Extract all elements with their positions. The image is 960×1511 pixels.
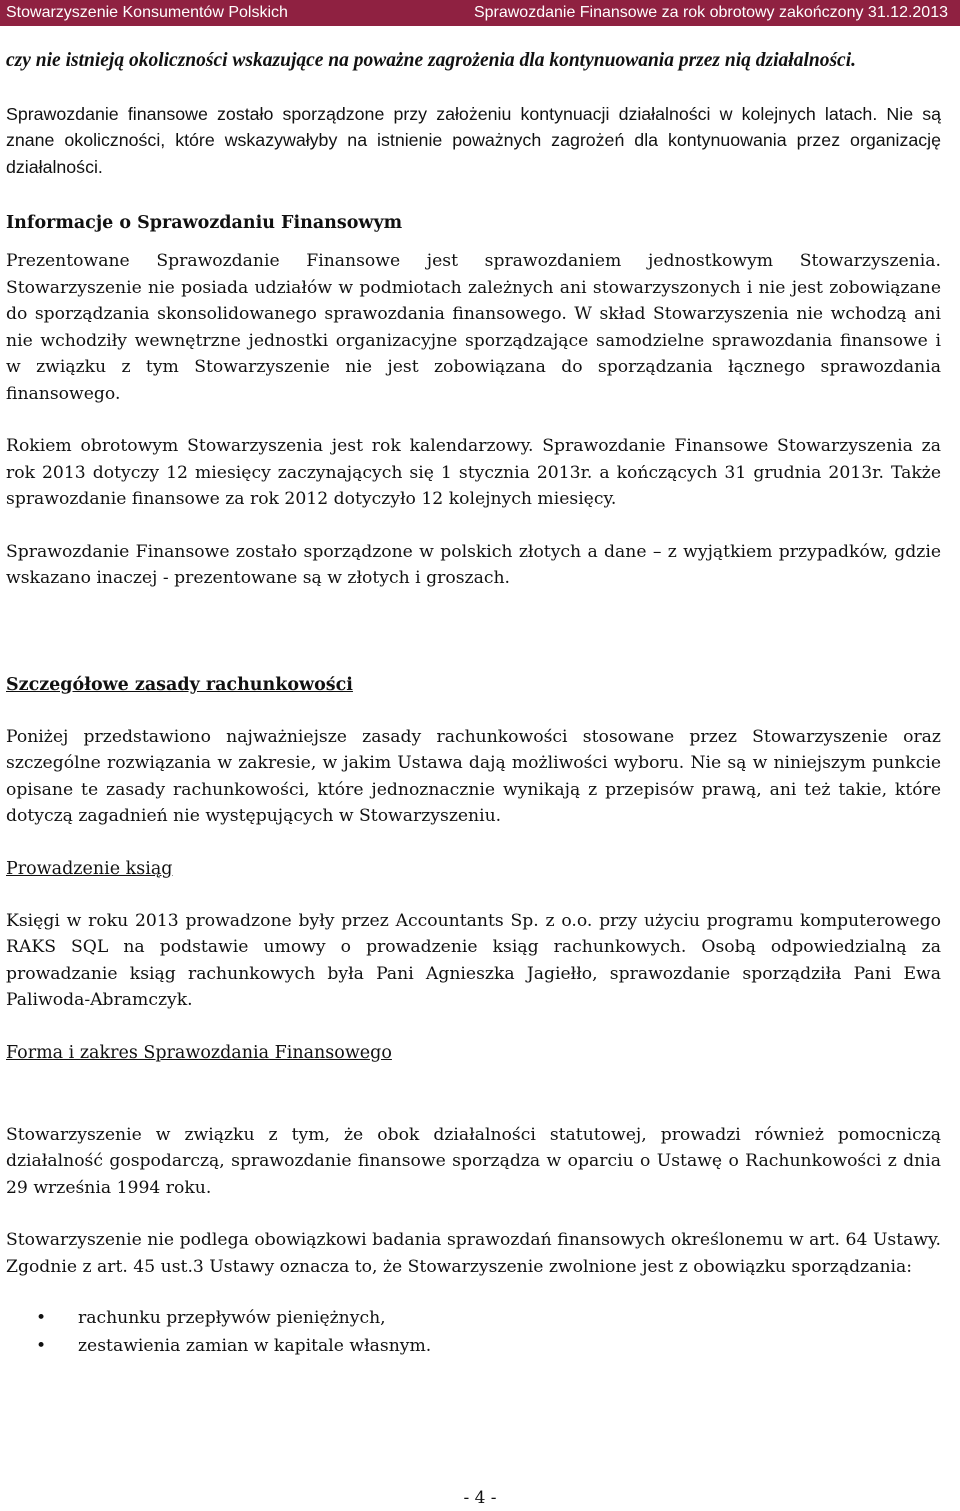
header-organization: Stowarzyszenie Konsumentów Polskich <box>6 4 288 21</box>
intro-answer: Sprawozdanie finansowe zostało sporządzone przy założeniu kontynuacji działalności w kolejnych latach. Nie są znane okoliczności, które wskazywałyby na istnienie poważnych zagrożeń dla kontynuowania przez organizację działalności. <box>6 103 941 177</box>
info-heading: Informacje o Sprawozdaniu Finansowym <box>6 213 403 233</box>
list-item-text: rachunku przepływów pieniężnych, <box>78 1308 386 1328</box>
bullet-icon: • <box>36 1308 47 1328</box>
page-number: - 4 - <box>463 1488 497 1508</box>
info-paragraph-1: Prezentowane Sprawozdanie Finansowe jest sprawozdaniem jednostkowym Stowarzyszenia. Stowarzyszenie nie posiada udziałów w podmiotach zależnych ani stowarzyszonych i nie jest zobowiązane do sporządzania skonsolidowanego sprawozdania finansowego. W skład Stowarzyszenia nie wchodzą ani nie wchodziły wewnętrzne jednostki organizacyjne sporządzające samodzielne sprawozdania finansowe i w związku z tym Stowarzyszenie nie jest zobowiązana do sporządzania łącznego sprawozdania finansowego. <box>6 251 941 404</box>
list-item-text: zestawienia zamian w kapitale własnym. <box>78 1336 432 1356</box>
info-paragraph-2: Rokiem obrotowym Stowarzyszenia jest rok kalendarzowy. Sprawozdanie Finansowe Stowarzyszenia za rok 2013 dotyczy 12 miesięcy zaczynających się 1 stycznia 2013r. a kończących 31 grudnia 2013r. Także sprawozdanie finansowe za rok 2012 dotyczyło 12 kolejnych miesięcy. <box>6 436 941 509</box>
exemption-list <box>6 1304 941 1360</box>
header-report-title: Sprawozdanie Finansowe za rok obrotowy zakończony 31.12.2013 <box>473 4 948 21</box>
books-heading: Prowadzenie ksiąg <box>6 858 173 879</box>
form-heading: Forma i zakres Sprawozdania Finansowego <box>6 1042 392 1063</box>
document-body <box>6 48 941 1360</box>
list-item <box>6 1304 941 1332</box>
bullet-icon: • <box>36 1336 47 1356</box>
policies-paragraph: Poniżej przedstawiono najważniejsze zasady rachunkowości stosowane przez Stowarzyszenie oraz szczególne rozwiązania w zakresie, w jakim Ustawa dają możliwości wyboru. Nie są w niniejszym punkcie opisane te zasady rachunkowości, które jednoznacznie wynikają z przepisów prawą, ani też takie, które dotyczą zagadnień nie występujących w Stowarzyszeniu. <box>6 726 941 826</box>
form-paragraph-1: Stowarzyszenie w związku z tym, że obok działalności statutowej, prowadzi również pomocniczą działalność gospodarczą, sprawozdanie finansowe sporządza w oparciu o Ustawę o Rachunkowości z dnia 29 września 1994 roku. <box>6 1124 941 1198</box>
page-header <box>0 0 960 26</box>
policies-heading: Szczegółowe zasady rachunkowości <box>6 674 353 695</box>
info-paragraph-3: Sprawozdanie Finansowe zostało sporządzone w polskich złotych a dane – z wyjątkiem przypadków, gdzie wskazano inaczej - prezentowane są w złotych i groszach. <box>6 541 941 588</box>
intro-question: czy nie istnieją okoliczności wskazujące na poważne zagrożenia dla kontynuowania przez nią działalności. <box>6 50 856 71</box>
books-paragraph: Księgi w roku 2013 prowadzone były przez Accountants Sp. z o.o. przy użyciu programu komputerowego RAKS SQL na podstawie umowy o prowadzenie ksiąg rachunkowych. Osobą odpowiedzialną za prowadzanie ksiąg rachunkowych była Pani Agnieszka Jagiełło, sprawozdanie sporządziła Pani Ewa Paliwoda-Abramczyk. <box>6 910 941 1010</box>
list-item <box>6 1332 941 1360</box>
form-paragraph-2: Stowarzyszenie nie podlega obowiązkowi badania sprawozdań finansowych określonemu w art. 64 Ustawy. Zgodnie z art. 45 ust.3 Ustawy oznacza to, że Stowarzyszenie zwolnione jest z obowiązku sporządzania: <box>6 1230 941 1277</box>
